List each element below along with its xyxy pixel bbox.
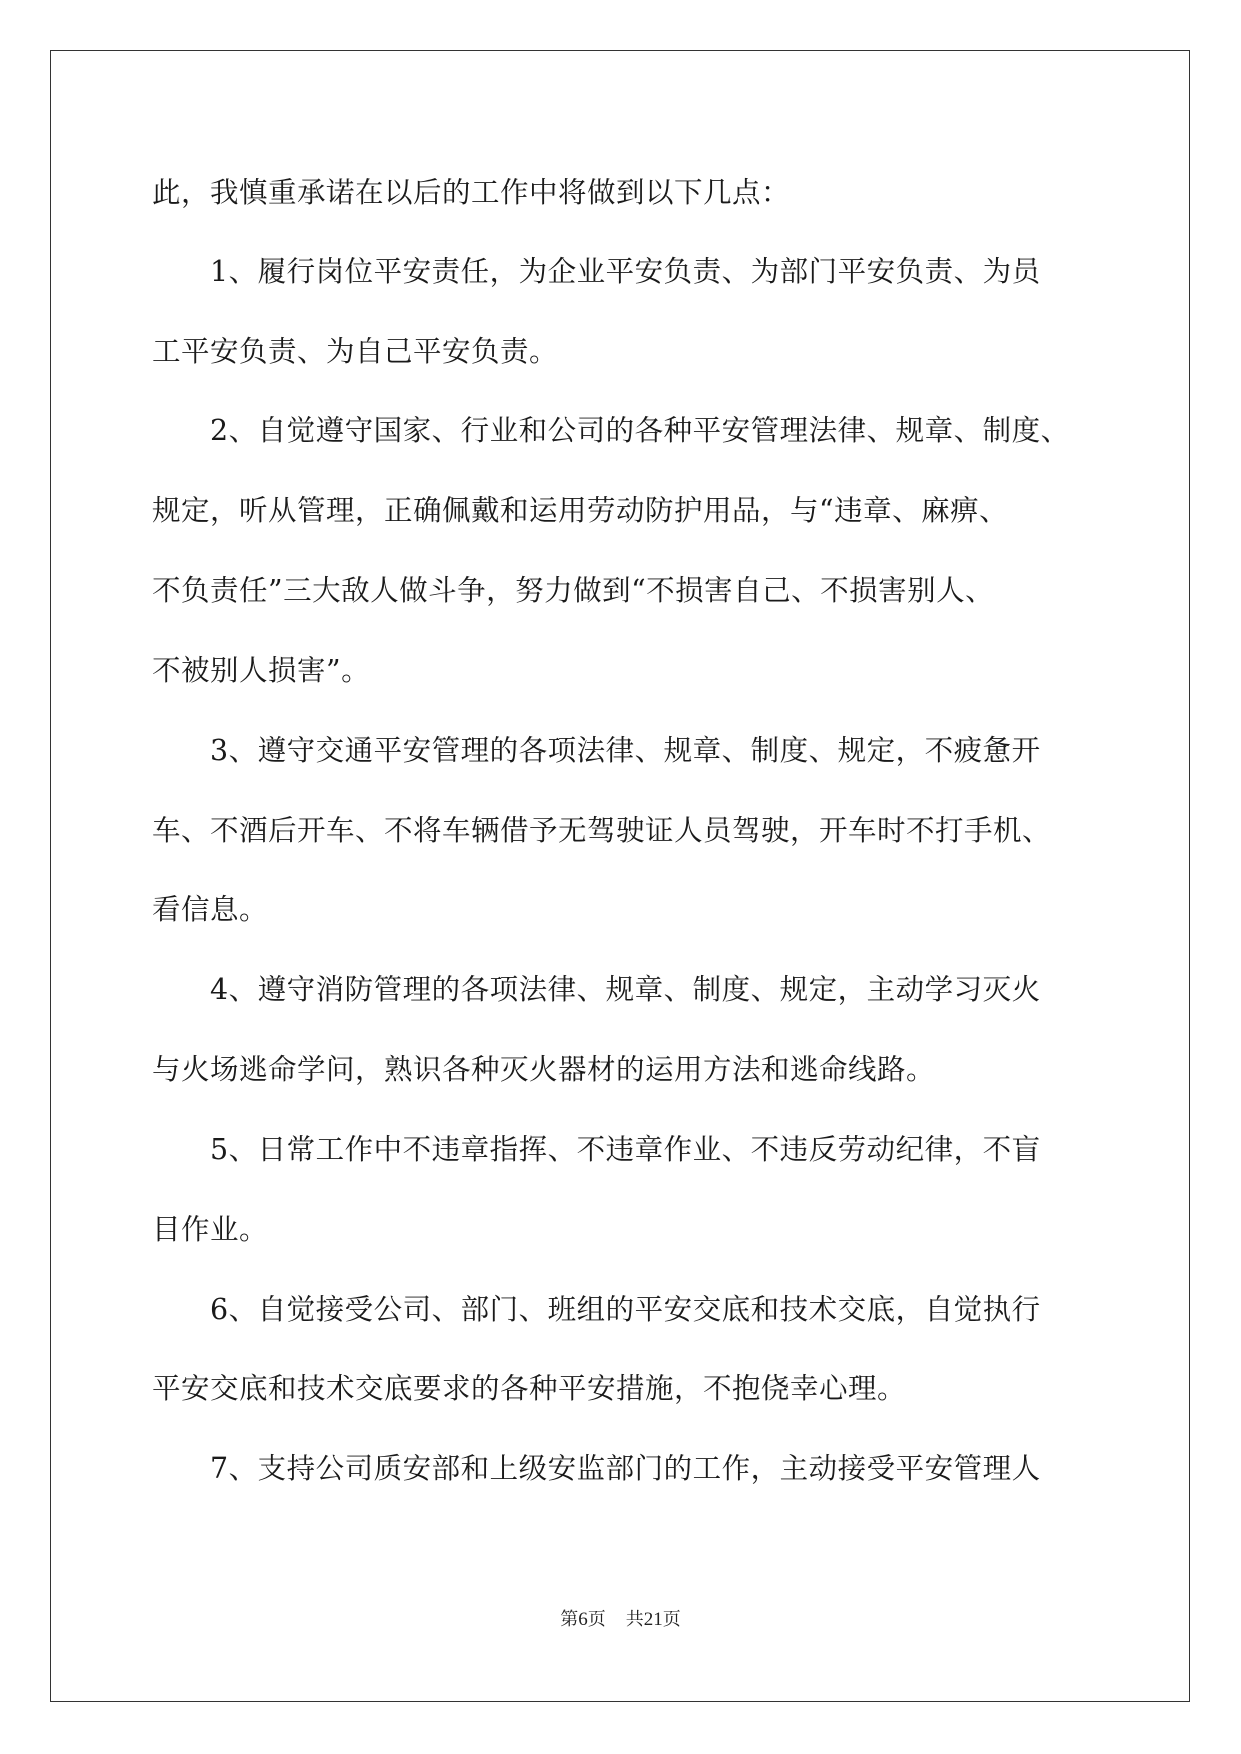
paragraph-line: 3、遵守交通平安管理的各项法律、规章、制度、规定，不疲惫开 <box>152 734 1041 767</box>
paragraph-line: 车、不酒后开车、不将车辆借予无驾驶证人员驾驶，开车时不打手机、 <box>152 814 1052 847</box>
paragraph-line: 看信息。 <box>152 893 269 926</box>
total-label-prefix: 共 <box>625 1609 644 1630</box>
paragraph-line: 规定，听从管理，正确佩戴和运用劳动防护用品，与“违章、麻痹、 <box>152 494 1009 527</box>
paragraph-line: 不负责任”三大敌人做斗争，努力做到“不损害自己、不损害别人、 <box>152 574 995 607</box>
paragraph-line: 5、日常工作中不违章指挥、不违章作业、不违反劳动纪律，不盲 <box>152 1133 1041 1166</box>
page-number: 6 <box>578 1609 588 1630</box>
paragraph-line: 7、支持公司质安部和上级安监部门的工作，主动接受平安管理人 <box>152 1452 1041 1485</box>
paragraph-line: 不被别人损害”。 <box>152 654 371 687</box>
paragraph-line: 6、自觉接受公司、部门、班组的平安交底和技术交底，自觉执行 <box>152 1293 1041 1326</box>
paragraph-line: 此，我慎重承诺在以后的工作中将做到以下几点： <box>152 176 791 209</box>
page-label-prefix: 第 <box>560 1609 579 1630</box>
paragraph-line: 与火场逃命学问，熟识各种灭火器材的运用方法和逃命线路。 <box>152 1053 936 1086</box>
paragraph-line: 1、履行岗位平安责任，为企业平安负责、为部门平安负责、为员 <box>152 255 1041 288</box>
total-label-suffix: 页 <box>662 1609 681 1630</box>
page-label-suffix: 页 <box>587 1609 606 1630</box>
paragraph-line: 目作业。 <box>152 1213 269 1246</box>
page-footer <box>0 1608 1241 1632</box>
paragraph-line: 2、自觉遵守国家、行业和公司的各种平安管理法律、规章、制度、 <box>152 414 1070 447</box>
total-pages: 21 <box>643 1609 663 1630</box>
paragraph-line: 平安交底和技术交底要求的各种平安措施，不抱侥幸心理。 <box>152 1372 907 1405</box>
paragraph-line: 4、遵守消防管理的各项法律、规章、制度、规定，主动学习灭火 <box>152 973 1041 1006</box>
paragraph-line: 工平安负责、为自己平安负责。 <box>152 335 559 368</box>
